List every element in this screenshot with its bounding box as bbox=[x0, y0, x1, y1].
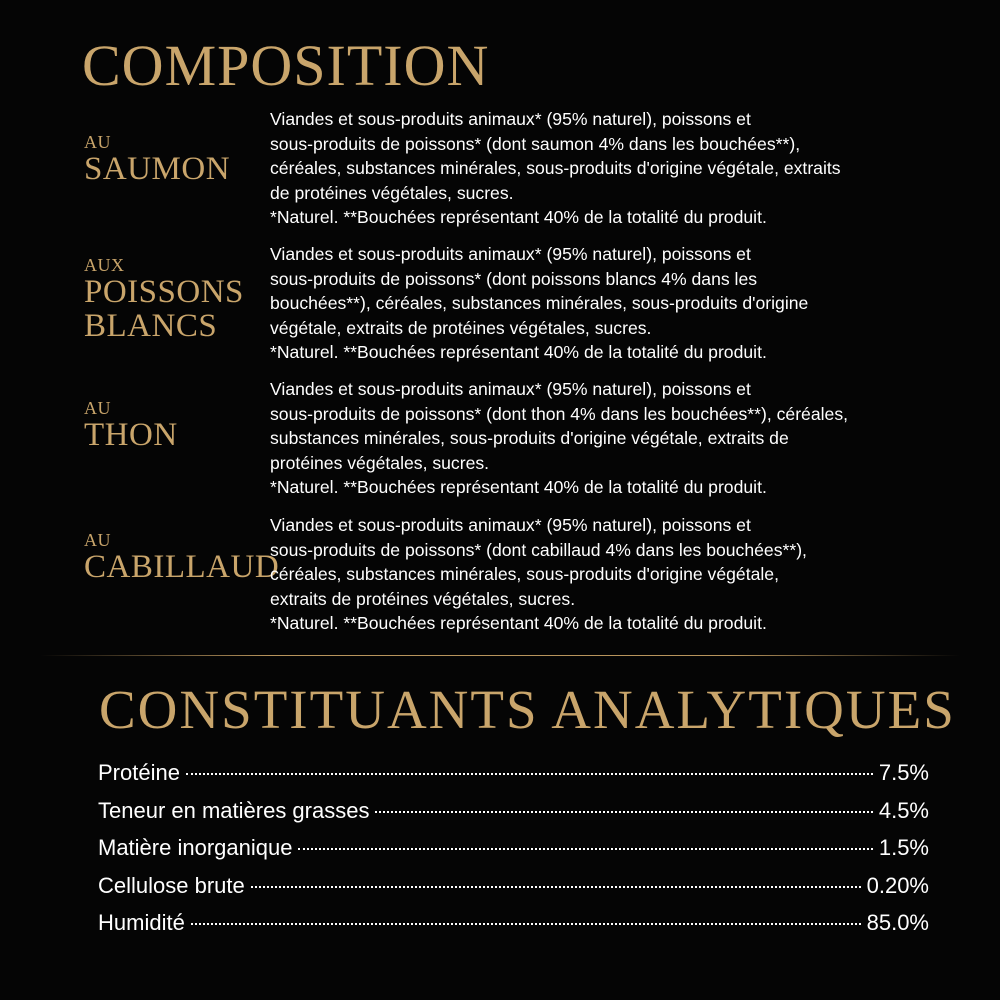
entry-label-prefix: AUX bbox=[84, 255, 125, 275]
entry-label bbox=[84, 255, 244, 343]
entry-label-prefix: AU bbox=[84, 398, 111, 418]
entry-label-name: CABILLAUD bbox=[84, 549, 280, 585]
entry-label-name: POISSONS bbox=[84, 274, 244, 310]
dot-leader bbox=[251, 886, 861, 888]
analytics-row-name: Protéine bbox=[98, 760, 180, 785]
entry-ingredients-text: Viandes et sous-produits animaux* (95% naturel), poissons et sous-produits de poissons* (dont saumon 4% dans les bouchées**), céréales, substances minérales, sous-produits d'origine végétale, extraits de protéines végétales, sucres. *Naturel. **Bouchées représentant 40% de la totalité du produit. bbox=[270, 109, 841, 227]
entry-label bbox=[84, 530, 279, 584]
analytics-row-value: 4.5% bbox=[878, 797, 929, 823]
analytics-row-value: 1.5% bbox=[878, 835, 929, 860]
entry-label-name-line2: BLANCS bbox=[84, 308, 218, 344]
analytics-table bbox=[98, 760, 929, 948]
analytics-row-value: 0.20% bbox=[866, 872, 929, 898]
entry-label-prefix: AU bbox=[84, 530, 111, 550]
analytics-row bbox=[98, 835, 929, 873]
analytics-title: CONSTITUANTS ANALYTIQUES bbox=[99, 679, 956, 740]
analytics-row bbox=[98, 760, 929, 798]
entry-ingredients-text: Viandes et sous-produits animaux* (95% naturel), poissons et sous-produits de poissons* (dont thon 4% dans les bouchées**), céréales, substances minérales, sous-produits d'origine végétale, extraits de protéines végétales, sucres. *Naturel. **Bouchées représentant 40% de la totalité du produit. bbox=[270, 379, 849, 497]
entry-label-name: SAUMON bbox=[84, 151, 231, 187]
dot-leader bbox=[186, 773, 873, 775]
analytics-row-value: 85.0% bbox=[866, 910, 929, 935]
analytics-row-name: Humidité bbox=[98, 910, 185, 935]
analytics-row bbox=[98, 873, 929, 911]
entry-label-prefix: AU bbox=[84, 132, 111, 152]
analytics-row-name: Matière inorganique bbox=[98, 835, 293, 860]
analytics-row-name: Cellulose brute bbox=[98, 872, 245, 898]
analytics-row-name: Teneur en matières grasses bbox=[98, 797, 370, 823]
analytics-row bbox=[98, 910, 929, 948]
dot-leader bbox=[375, 811, 872, 813]
entry-label-name: THON bbox=[84, 417, 178, 453]
section-divider bbox=[40, 655, 960, 656]
dot-leader bbox=[298, 848, 872, 850]
entry-ingredients-text: Viandes et sous-produits animaux* (95% naturel), poissons et sous-produits de poissons* (dont poissons blancs 4% dans les bouchées**), céréales, substances minérales, sous-produits d'origine végétale, extraits de protéines végétales, sucres. *Naturel. **Bouchées représentant 40% de la totalité du produit. bbox=[270, 244, 809, 362]
entry-label bbox=[84, 398, 178, 452]
analytics-row bbox=[98, 798, 929, 836]
composition-title: COMPOSITION bbox=[82, 33, 490, 98]
analytics-row-value: 7.5% bbox=[878, 760, 929, 785]
dot-leader bbox=[191, 923, 861, 925]
entry-ingredients-text: Viandes et sous-produits animaux* (95% naturel), poissons et sous-produits de poissons* (dont cabillaud 4% dans les bouchées**), céréales, substances minérales, sous-produits d'origine végétale, extraits de protéines végétales, sucres. *Naturel. **Bouchées représentant 40% de la totalité du produit. bbox=[270, 515, 807, 633]
entry-label bbox=[84, 132, 230, 186]
